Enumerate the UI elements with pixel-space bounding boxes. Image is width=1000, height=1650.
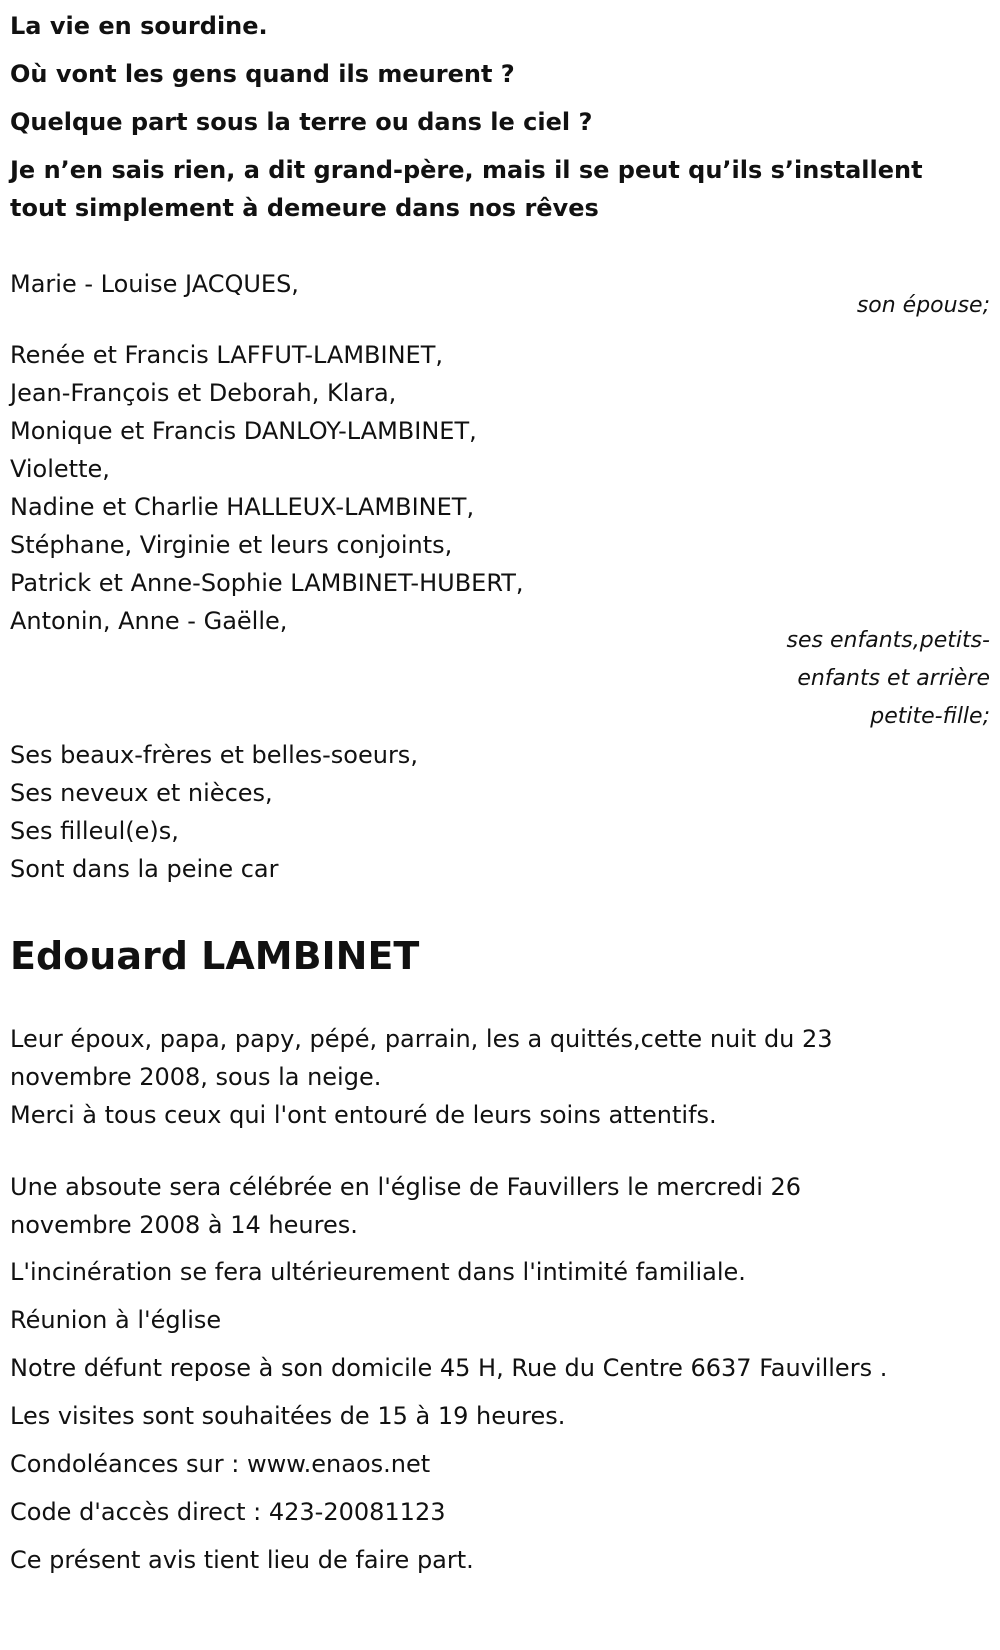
family-member-line: Ses filleul(e)s, [10, 817, 179, 845]
poem-line: La vie en sourdine. [10, 12, 268, 40]
notice-paragraph [10, 1168, 990, 1244]
family-member-line: Patrick et Anne-Sophie LAMBINET-HUBERT, [10, 569, 524, 597]
family-member-line: Nadine et Charlie HALLEUX-LAMBINET, [10, 493, 475, 521]
spouse-name: Marie - Louise JACQUES, [10, 270, 299, 298]
deceased-name: Edouard LAMBINET [10, 934, 420, 978]
notice-paragraph: Merci à tous ceux qui l'ont entouré de leurs soins attentifs. [10, 1101, 717, 1129]
children-role-line: petite-fille; [870, 704, 990, 729]
notice-paragraph [10, 1020, 990, 1096]
notice-paragraph: Condoléances sur : www.enaos.net [10, 1450, 431, 1478]
family-member-line: Antonin, Anne - Gaëlle, [10, 607, 288, 635]
children-role-line: enfants et arrière [797, 666, 990, 691]
family-member-line: Stéphane, Virginie et leurs conjoints, [10, 531, 453, 559]
family-member-line: Jean-François et Deborah, Klara, [10, 379, 397, 407]
notice-paragraph: Ce présent avis tient lieu de faire part. [10, 1546, 474, 1574]
poem-line [10, 150, 990, 228]
notice-line: novembre 2008 à 14 heures. [10, 1211, 358, 1239]
spouse-role: son épouse; [856, 293, 990, 318]
family-member-line: Renée et Francis LAFFUT-LAMBINET, [10, 341, 444, 369]
notice-line: Leur époux, papa, papy, pépé, parrain, les a quittés,cette nuit du 23 [10, 1025, 833, 1053]
family-member-line: Ses beaux-frères et belles-soeurs, [10, 741, 418, 769]
notice-paragraph: Code d'accès direct : 423-20081123 [10, 1498, 446, 1526]
family-member-line: Monique et Francis DANLOY-LAMBINET, [10, 417, 477, 445]
notice-paragraph: Réunion à l'église [10, 1306, 222, 1334]
spouse-group [10, 264, 990, 326]
family-member-line: Sont dans la peine car [10, 855, 279, 883]
notice-body [10, 1020, 990, 1580]
notice-line: novembre 2008, sous la neige. [10, 1063, 382, 1091]
notice-paragraph: Les visites sont souhaitées de 15 à 19 heures. [10, 1402, 566, 1430]
family-member-line: Violette, [10, 455, 110, 483]
extended-family-group [10, 736, 990, 888]
obituary-notice [10, 0, 990, 1580]
children-role-line: ses enfants,petits- [786, 628, 990, 653]
notice-paragraph: Notre défunt repose à son domicile 45 H, Rue du Centre 6637 Fauvillers . [10, 1354, 888, 1382]
family-member-line: Ses neveux et nièces, [10, 779, 273, 807]
poem-line-part: tout simplement à demeure dans nos rêves [10, 194, 599, 222]
poem-line-part: Je n’en sais rien, a dit grand-père, mais il se peut qu’ils s’installent [10, 156, 923, 184]
poem [10, 6, 990, 228]
poem-line: Quelque part sous la terre ou dans le ciel ? [10, 108, 593, 136]
poem-line: Où vont les gens quand ils meurent ? [10, 60, 515, 88]
children-group [10, 336, 990, 736]
notice-paragraph: L'incinération se fera ultérieurement dans l'intimité familiale. [10, 1258, 746, 1286]
notice-line: Une absoute sera célébrée en l'église de Fauvillers le mercredi 26 [10, 1173, 802, 1201]
